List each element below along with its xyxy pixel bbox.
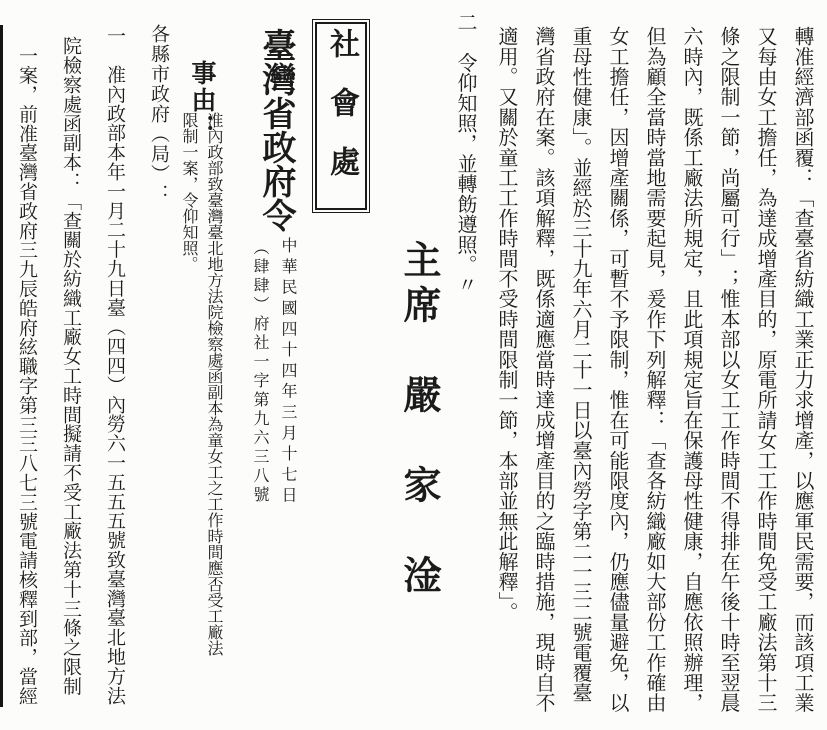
reply-column: 女工擔任，因增產關係，可暫不予限制，惟在可能限度內，仍應儘量避免，以 [606,26,630,713]
item-two-directive: 二 令仰知照，並轉飭遵照。〃 [454,12,478,295]
subject-text-column: 准內政部致臺灣臺北地方法院檢察處函副本為童女工之工作時間應否受工廠法 [205,112,224,656]
ministry-reply-body [488,26,821,718]
reply-column: 轉准經濟部函覆：「查臺省紡織工業正力求增產，以應軍民需要，而該項工業 [791,26,815,713]
reply-column: 灣省政府在案。該項解釋，既係適應當時達成增產目的之臨時措施，現時自不 [532,26,556,713]
reply-column: 又每由女工擔任，為達成增產目的，原電所請女工工作時間免受工廠法第十三 [754,26,778,713]
item-one-column: 一 准內政部本年一月二十九日臺（四四）內勞六一五五五號致臺灣臺北地方法 [104,26,126,705]
reply-column: 條之限制一節，尚屬可行」；惟本部以女工工作時間不得排在午後十時至翌晨 [717,26,741,713]
addressee-line: 各縣市政府（局）： [148,24,170,204]
department-stamp-label: 社會處 [324,27,359,205]
document-title: 臺灣省政府令 [256,28,296,232]
document-number: （肆肆）府社一字第九六三八號 [251,239,270,505]
binding-edge-line [0,25,3,707]
reply-column: 但為顧全當時當地需要起見，爰作下列解釋：「查各紡織廠如大部份工作確由 [643,26,667,713]
reply-column: 適用。又關於童工工作時間不受時間限制一節，本部並無此解釋」。 [495,26,519,622]
department-stamp-box [315,22,367,210]
item-one-column: 院檢察處函副本：「查關於紡織工廠女工時間擬請不受工廠法第十三條之限制 [60,36,82,696]
item-one-column: 一案，前准臺灣省政府三九辰皓府絃職字第三三八七三號電請核釋到部，當經 [16,46,38,706]
document-date: 中華民國四十四年三月十七日 [279,237,298,508]
subject-label: 事由： [188,60,217,141]
subject-text-column: 限制一案，令仰知照。 [180,112,199,272]
reply-column: 六時內，既係工廠法所規定，且此項規定旨在保護母性健康，自應依照辦理， [680,26,704,713]
reply-column: 重母性健康」。並經於三十九年六月二十一日以臺內勞字第二一三二號電覆臺 [569,26,593,703]
chairman-signature: 主席 嚴 家 淦 [397,240,442,600]
